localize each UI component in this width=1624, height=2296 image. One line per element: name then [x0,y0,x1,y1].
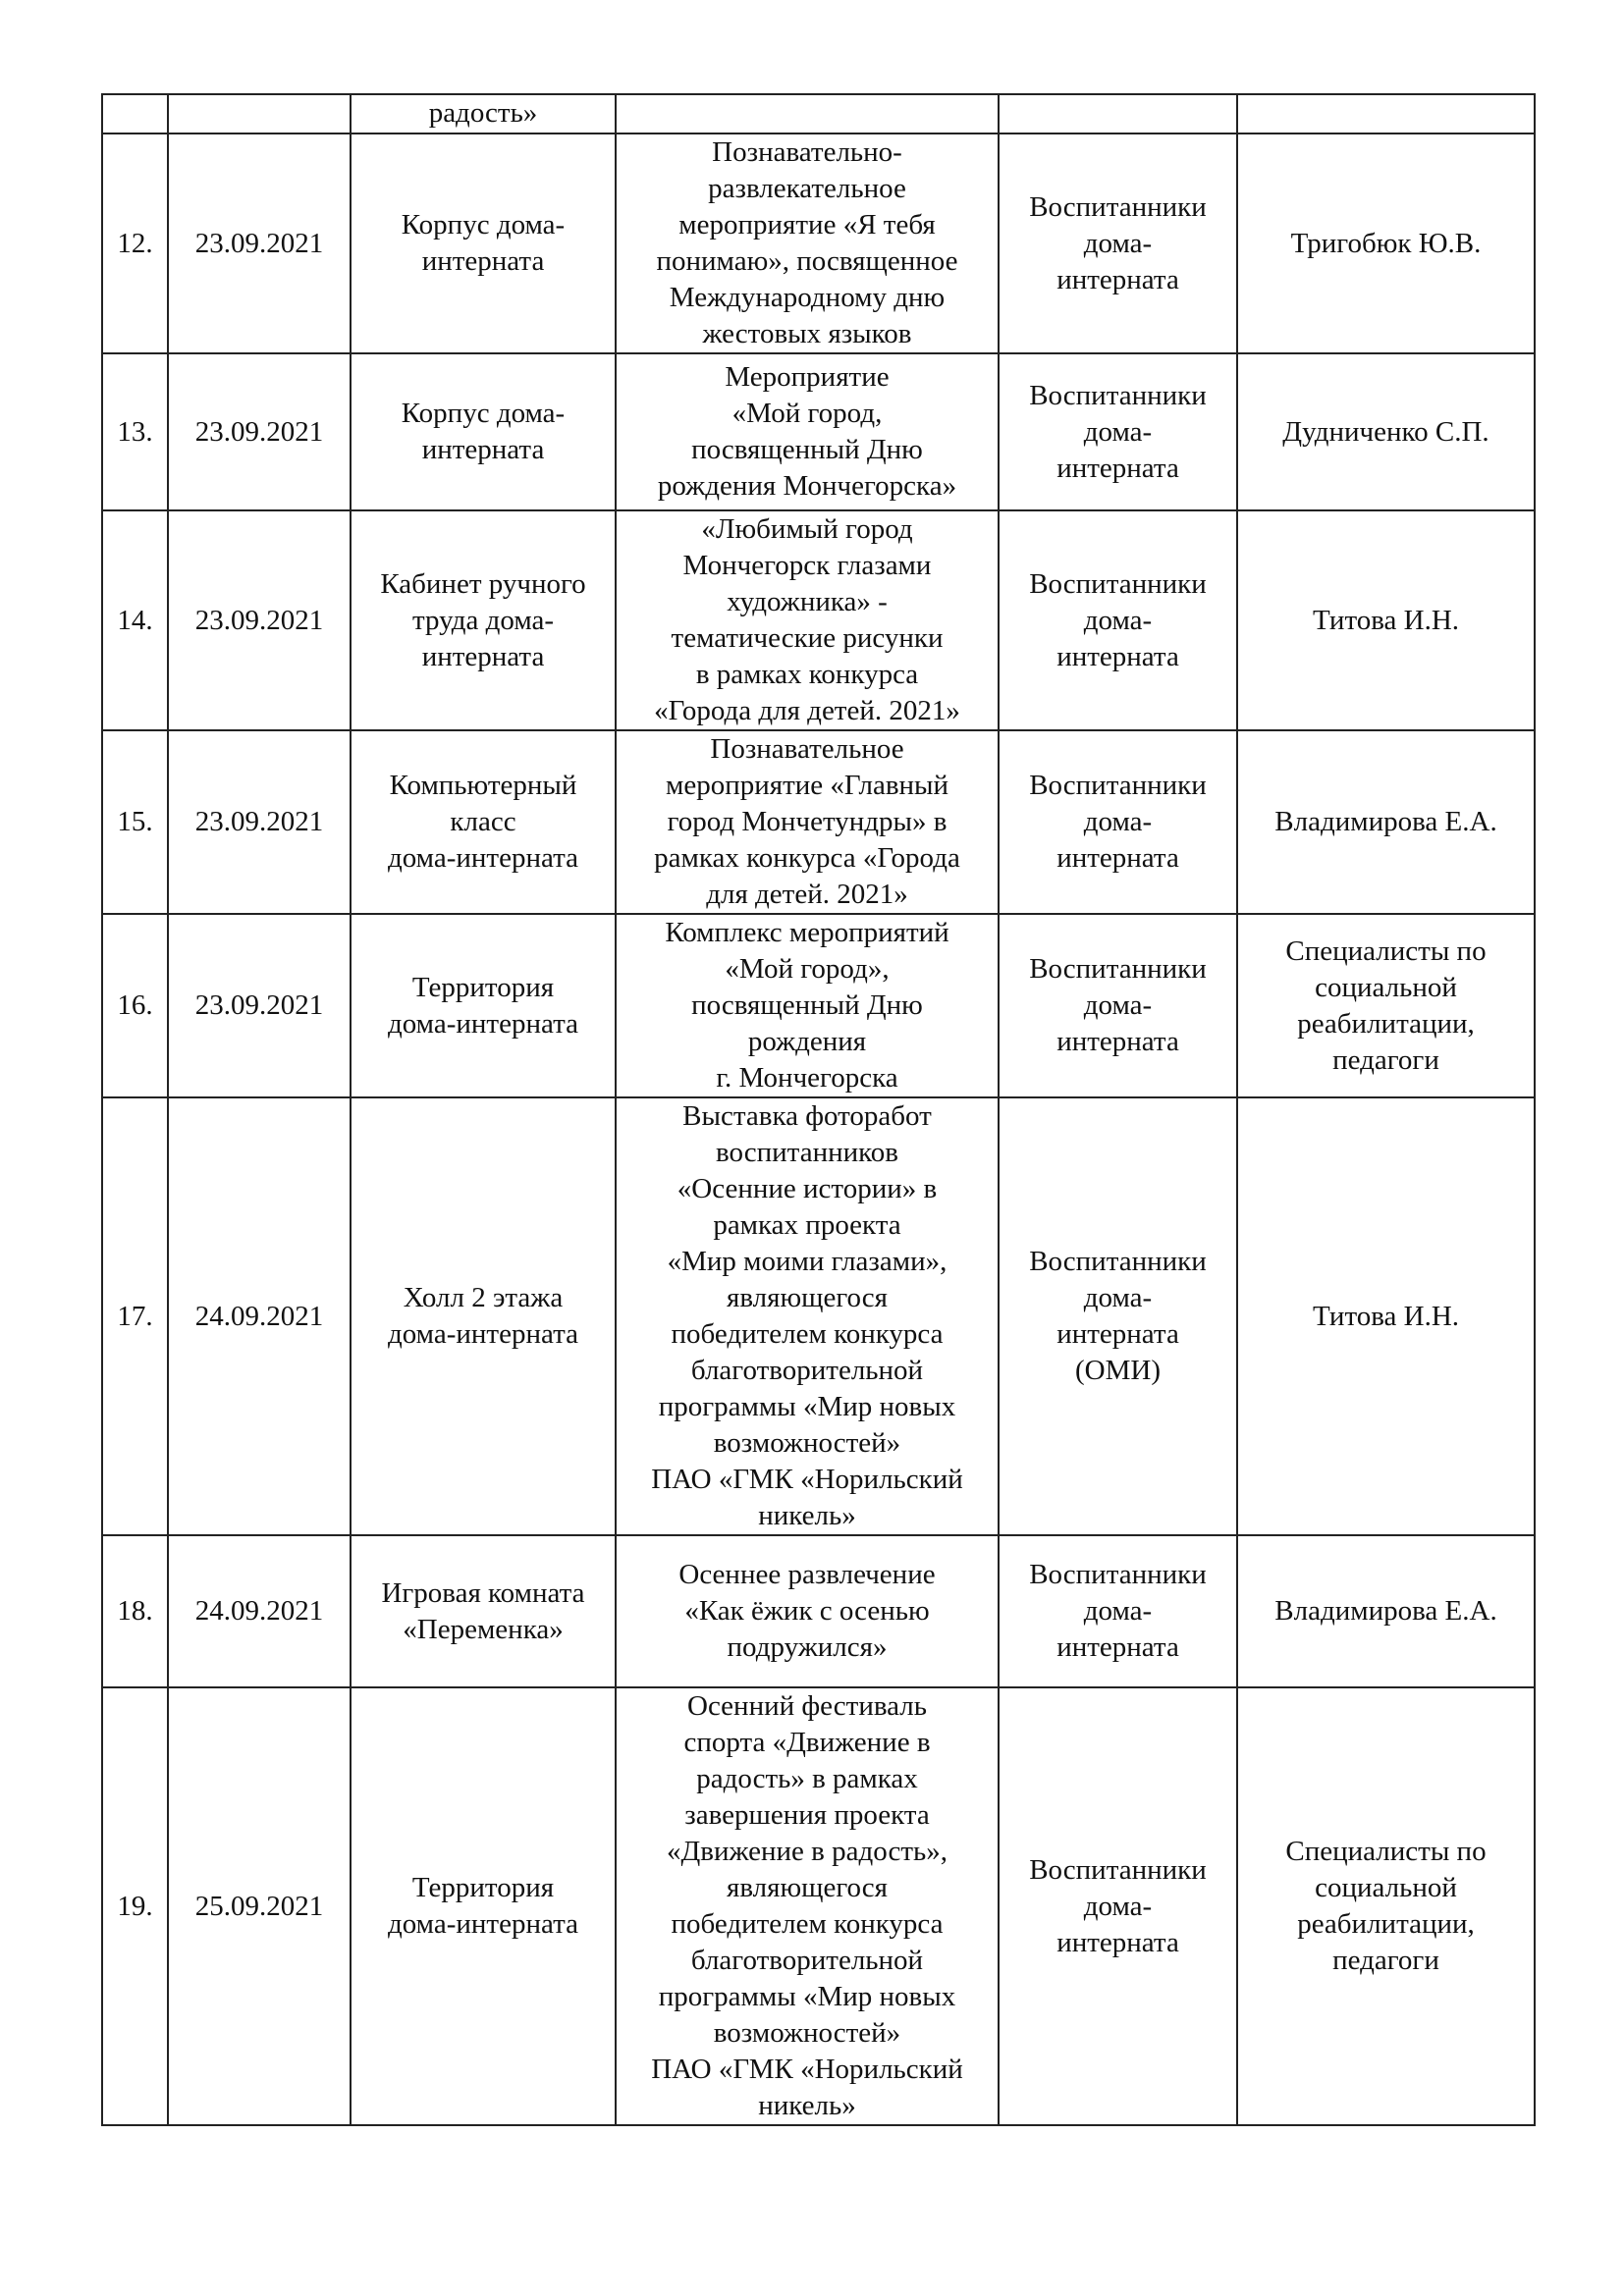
event-date: 24.09.2021 [168,1097,351,1535]
event-responsible: Специалисты по социальной реабилитации, педагоги [1237,1687,1535,2125]
event-place: Игровая комната «Переменка» [351,1535,616,1687]
row-number: 18. [102,1535,168,1687]
event-responsible: Титова И.Н. [1237,1097,1535,1535]
event-participants: Воспитанники дома- интерната [999,353,1237,510]
event-date [168,94,351,133]
event-title: Комплекс мероприятий «Мой город», посвященный Дню рождения г. Мончегорска [616,914,999,1097]
event-participants: Воспитанники дома- интерната [999,730,1237,914]
row-number: 17. [102,1097,168,1535]
event-date: 23.09.2021 [168,353,351,510]
event-place: радость» [351,94,616,133]
event-participants [999,94,1237,133]
event-participants: Воспитанники дома- интерната [999,1687,1237,2125]
event-responsible: Дудниченко С.П. [1237,353,1535,510]
events-table [101,93,1536,2126]
table-row [102,1687,1535,2125]
event-title: Выставка фоторабот воспитанников «Осенние истории» в рамках проекта «Мир моими глазами», являющегося победителем конкурса благотворительной программы «Мир новых возможностей» ПАО «ГМК «Норильский никель» [616,1097,999,1535]
row-number [102,94,168,133]
table-row [102,1097,1535,1535]
event-date: 25.09.2021 [168,1687,351,2125]
event-title: Познавательное мероприятие «Главный город Мончетундры» в рамках конкурса «Города для детей. 2021» [616,730,999,914]
event-participants: Воспитанники дома- интерната [999,510,1237,730]
event-date: 23.09.2021 [168,730,351,914]
event-title: Мероприятие «Мой город, посвященный Дню рождения Мончегорска» [616,353,999,510]
event-title: Познавательно- развлекательное мероприятие «Я тебя понимаю», посвященное Международному дню жестовых языков [616,133,999,353]
event-title: Осенний фестиваль спорта «Движение в радость» в рамках завершения проекта «Движение в радость», являющегося победителем конкурса благотворительной программы «Мир новых возможностей» ПАО «ГМК «Норильский никель» [616,1687,999,2125]
table-row [102,94,1535,133]
event-date: 23.09.2021 [168,510,351,730]
event-date: 23.09.2021 [168,133,351,353]
event-title: «Любимый город Мончегорск глазами художника» - тематические рисунки в рамках конкурса «Города для детей. 2021» [616,510,999,730]
table-row [102,133,1535,353]
table-row [102,730,1535,914]
event-responsible: Владимирова Е.А. [1237,1535,1535,1687]
event-title: Осеннее развлечение «Как ёжик с осенью подружился» [616,1535,999,1687]
table-row [102,914,1535,1097]
event-place: Корпус дома- интерната [351,353,616,510]
event-participants: Воспитанники дома- интерната (ОМИ) [999,1097,1237,1535]
event-place: Холл 2 этажа дома-интерната [351,1097,616,1535]
table-row [102,1535,1535,1687]
table-row [102,510,1535,730]
row-number: 12. [102,133,168,353]
row-number: 16. [102,914,168,1097]
event-participants: Воспитанники дома- интерната [999,1535,1237,1687]
event-place: Кабинет ручного труда дома- интерната [351,510,616,730]
event-date: 24.09.2021 [168,1535,351,1687]
event-place: Территория дома-интерната [351,1687,616,2125]
row-number: 14. [102,510,168,730]
event-date: 23.09.2021 [168,914,351,1097]
event-place: Корпус дома- интерната [351,133,616,353]
event-place: Территория дома-интерната [351,914,616,1097]
row-number: 13. [102,353,168,510]
event-responsible: Специалисты по социальной реабилитации, педагоги [1237,914,1535,1097]
event-participants: Воспитанники дома- интерната [999,133,1237,353]
row-number: 15. [102,730,168,914]
event-responsible: Титова И.Н. [1237,510,1535,730]
event-responsible: Тригобюк Ю.В. [1237,133,1535,353]
event-title [616,94,999,133]
row-number: 19. [102,1687,168,2125]
event-responsible [1237,94,1535,133]
table-row [102,353,1535,510]
event-responsible: Владимирова Е.А. [1237,730,1535,914]
event-place: Компьютерный класс дома-интерната [351,730,616,914]
event-participants: Воспитанники дома- интерната [999,914,1237,1097]
